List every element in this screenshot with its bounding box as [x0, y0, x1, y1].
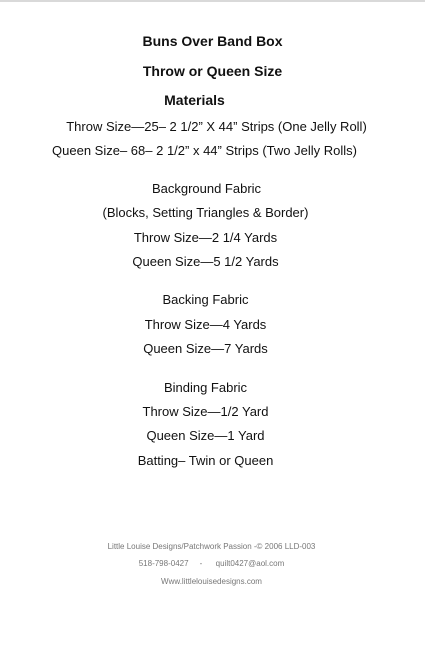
materials-heading: Materials	[164, 92, 225, 108]
size-subtitle: Throw or Queen Size	[142, 63, 283, 79]
binding-fabric-queen: Queen Size—1 Yard	[146, 428, 265, 443]
backing-fabric-queen: Queen Size—7 Yards	[143, 341, 268, 356]
background-fabric-throw: Throw Size—2 1/4 Yards	[133, 230, 278, 245]
footer-contact: 518-798-0427 - quilt0427@aol.com	[138, 559, 285, 568]
binding-fabric-heading: Binding Fabric	[163, 380, 248, 395]
pattern-title: Buns Over Band Box	[142, 33, 283, 49]
background-fabric-heading: Background Fabric	[151, 181, 262, 196]
background-fabric-queen: Queen Size—5 1/2 Yards	[132, 254, 279, 269]
background-fabric-note: (Blocks, Setting Triangles & Border)	[102, 205, 309, 220]
batting-line: Batting– Twin or Queen	[137, 453, 274, 468]
footer-copyright: Little Louise Designs/Patchwork Passion -© 2006 LLD-003	[107, 542, 316, 551]
footer-website: Www.littlelouisedesigns.com	[161, 577, 262, 586]
page-top-border	[0, 0, 425, 2]
backing-fabric-throw: Throw Size—4 Yards	[144, 317, 267, 332]
binding-fabric-throw: Throw Size—1/2 Yard	[142, 404, 269, 419]
backing-fabric-heading: Backing Fabric	[162, 292, 249, 307]
throw-strips-line: Throw Size—25– 2 1/2” X 44” Strips (One Jelly Roll)	[66, 119, 367, 134]
queen-strips-line: Queen Size– 68– 2 1/2” x 44” Strips (Two Jelly Rolls)	[52, 143, 357, 158]
